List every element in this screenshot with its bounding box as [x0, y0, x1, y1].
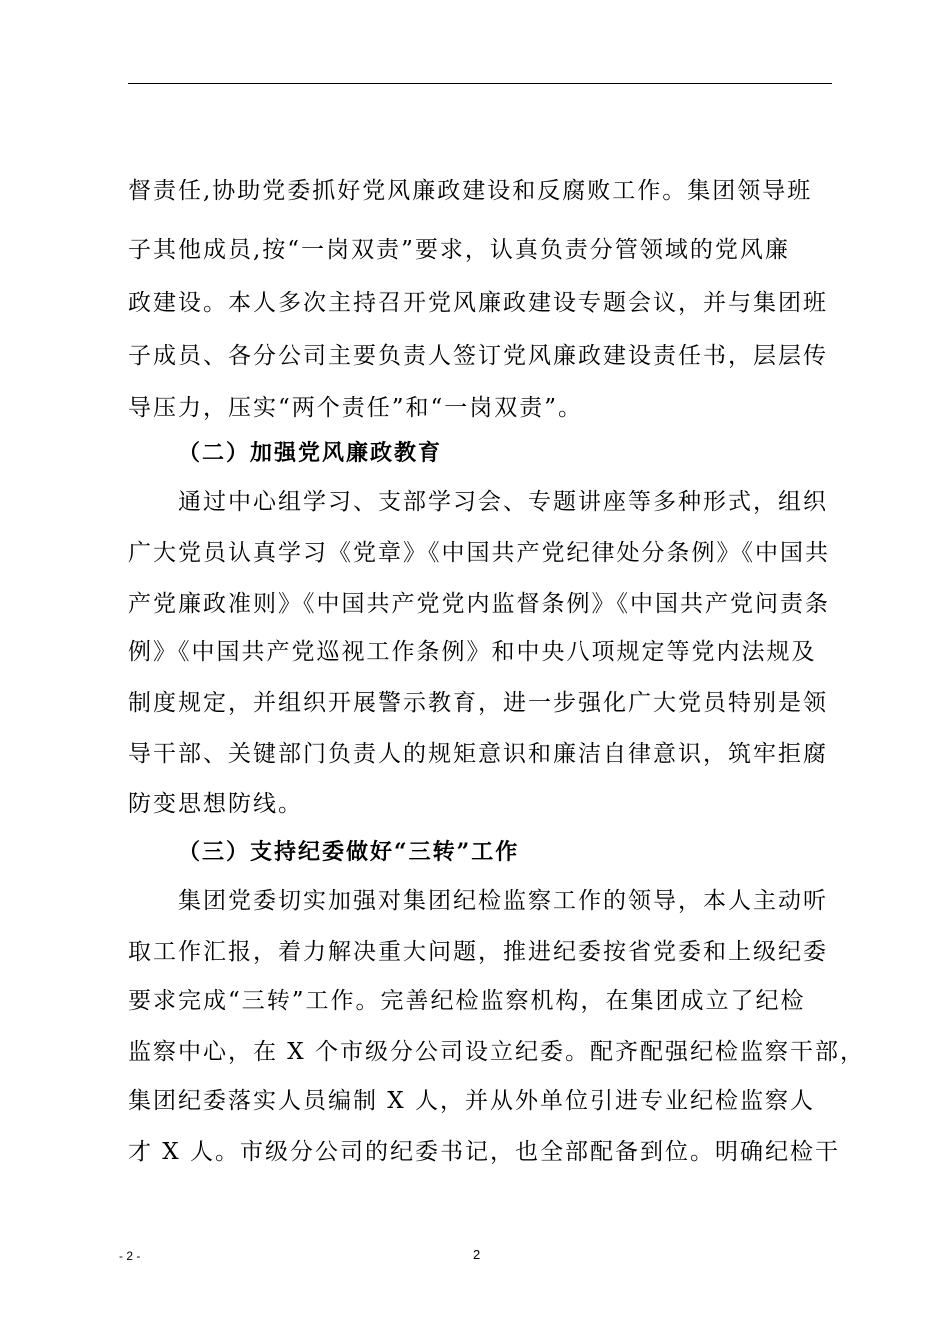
body-line: 通过中心组学习、支部学习会、专题讲座等多种形式，组织: [178, 489, 828, 515]
header-rule: [128, 83, 832, 84]
body-line: 集团纪委落实人员编制 X 人，并从外单位引进专业纪检监察人: [128, 1088, 815, 1114]
body-line: 导干部、关键部门负责人的规矩意识和廉洁自律意识，筑牢拒腐: [128, 741, 828, 767]
body-line: 要求完成“三转”工作。完善纪检监察机构，在集团成立了纪检: [128, 988, 806, 1014]
body-line: 广大党员认真学习《党章》《中国共产党纪律处分条例》《中国共: [128, 540, 830, 566]
body-line: 制度规定，并组织开展警示教育，进一步强化广大党员特别是领: [128, 690, 828, 716]
body-line: 子成员、各分公司主要负责人签订党风廉政建设责任书，层层传: [128, 343, 828, 369]
section-heading: （二）加强党风廉政教育: [178, 440, 443, 466]
body-line: 才 X 人。市级分公司的纪委书记，也全部配备到位。明确纪检干: [128, 1139, 840, 1165]
section-heading: （三）支持纪委做好“三转”工作: [178, 839, 520, 865]
footer-page-number: 2: [473, 1247, 481, 1262]
body-line: 集团党委切实加强对集团纪检监察工作的领导，本人主动听: [178, 888, 828, 914]
footer-page-label: - 2 -: [119, 1249, 141, 1263]
body-line: 例》《中国共产党巡视工作条例》和中央八项规定等党内法规及: [128, 639, 817, 665]
body-line: 导压力，压实“两个责任”和“一岗双责”。: [128, 395, 584, 421]
body-line: 产党廉政准则》《中国共产党党内监督条例》《中国共产党问责条: [128, 591, 830, 617]
body-line: 监察中心，在 X 个市级分公司设立纪委。配齐配强纪检监察干部，: [128, 1039, 865, 1065]
body-line: 防变思想防线。: [128, 791, 303, 817]
body-line: 政建设。本人多次主持召开党风廉政建设专题会议，并与集团班: [128, 290, 828, 316]
body-line: 督责任,协助党委抓好党风廉政建设和反腐败工作。集团领导班: [128, 178, 813, 204]
body-line: 子其他成员,按“一岗双责”要求，认真负责分管领域的党风廉: [128, 237, 790, 263]
body-line: 取工作汇报，着力解决重大问题，推进纪委按省党委和上级纪委: [128, 939, 828, 965]
